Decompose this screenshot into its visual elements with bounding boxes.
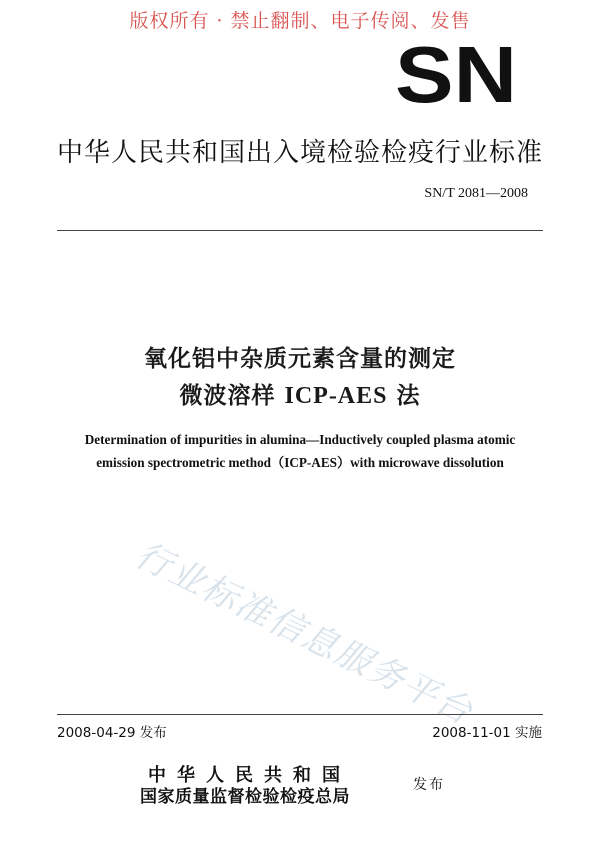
- standard-category: 中华人民共和国出入境检验检疫行业标准: [56, 138, 543, 168]
- issuer-block: [140, 766, 351, 808]
- title-cn-line1: 氧化铝中杂质元素含量的测定: [144, 346, 456, 372]
- watermark: [128, 508, 490, 734]
- bottom-divider: [57, 714, 543, 715]
- copyright-notice: 版权所有 · 禁止翻制、电子传阅、发售: [129, 10, 471, 32]
- issue-date: 2008-04-29 发布: [57, 725, 167, 741]
- watermark-text: 行业标准信息服务平台: [128, 535, 480, 734]
- top-divider: [57, 230, 543, 231]
- title-en-line1: Determination of impurities in alumina—Inductively coupled plasma atomic: [84, 432, 516, 447]
- title-cn-line2-latin: ICP-AES: [284, 383, 388, 409]
- title-cn-line2: [0, 377, 600, 410]
- sn-logo: [394, 40, 518, 108]
- issuer-agency: 国家质量监督检验检疫总局: [140, 787, 350, 807]
- title-cn-line2-suffix: 法: [396, 383, 421, 409]
- issue-label: 发布: [413, 777, 445, 793]
- issuer-country: 中华人民共和国: [148, 765, 351, 786]
- title-cn-line2-cn: 微波溶样: [179, 383, 276, 409]
- implementation-date: 2008-11-01 实施: [432, 725, 542, 741]
- standard-code: SN/T 2081—2008: [424, 186, 528, 201]
- sn-logo-text: SN: [395, 40, 517, 108]
- title-en-line2: emission spectrometric method（ICP-AES）with microwave dissolution: [96, 455, 504, 470]
